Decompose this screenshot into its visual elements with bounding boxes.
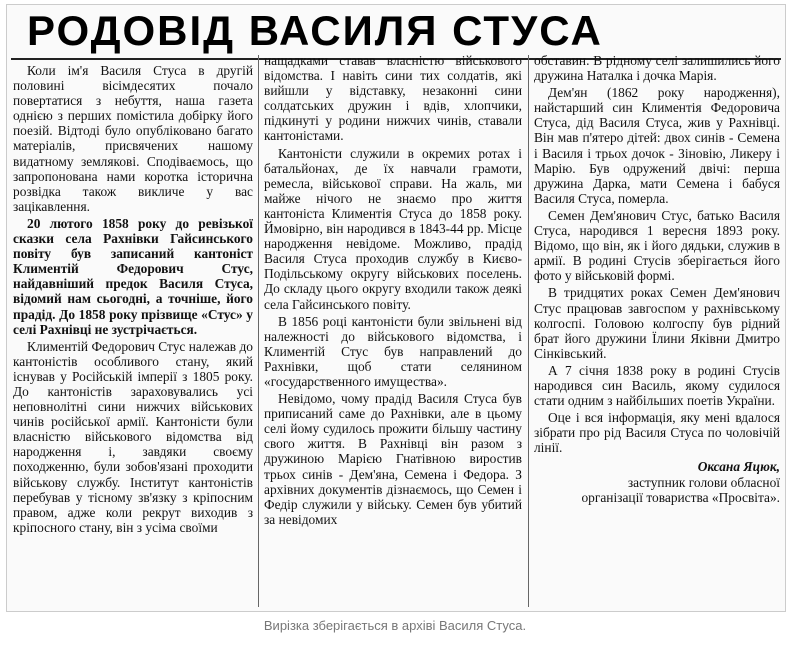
paragraph: нащадками ставав власністю військового відомства. І навіть сини тих солдатів, які вийшли у відставку, незаконні сини солдатських дружин і вдів, хлопчики, підкинуті у родини нижчих чинів, ставали кантоністами.: [264, 53, 522, 144]
column-divider: [258, 55, 259, 607]
article-title: РОДОВІД ВАСИЛЯ СТУСА: [27, 7, 603, 54]
paragraph: Климентій Федорович Стус належав до кантоністів особливого стану, який існував у Російській імперії з 1805 року. До кантоністів зараховувались усі неповнолітні сини нижчих військових чинів російської армії. Кантоністи були власністю військового відомства від народження і, завдяки своєму походженню, були зобов'язані проходити військову службу. Інститут кантоністів перебував у тісному зв'язку з кріпосним правом, адже коли рекрут виходив з кріпосного стану, він з усіма своїми: [13, 338, 253, 535]
column-divider: [528, 55, 529, 607]
column-3: [534, 53, 780, 505]
paragraph: Дем'ян (1862 року народження), найстарший син Климентія Федоровича Стуса, дід Василя Стуса, жив у Рахнівці. Він мав п'ятеро дітей: двох синів - Семена і Василя і трьох дочок - Зіновію, Ликеру і Марію. Був одружений двічі: перша дружина Дарка, мати Семена і бабуся Василя Стуса, померла.: [534, 85, 780, 206]
paragraph-bold: 20 лютого 1858 року до ревізької сказки села Рахнівки Гайсинського повіту був записаний кантоніст Климентій Федорович Стус, найдавніший предок Василя Стуса, відомий нам сьогодні, а точніше, його прадід. До 1858 року прізвище «Стус» у селі Рахнівці не зустрічається.: [13, 215, 253, 337]
paragraph: Оце і вся інформація, яку мені вдалося зібрати про рід Василя Стуса по чоловічій лінії.: [534, 410, 780, 456]
image-caption: Вирізка зберігається в архіві Василя Стуса.: [263, 618, 527, 633]
paragraph: В тридцятих роках Семен Дем'янович Стус працював завгоспом у рахнівському колгоспі. Головою колгоспу був рідний брат його дружини Їлини Яківни Дмитро Сінківський.: [534, 285, 780, 361]
paragraph: Семен Дем'янович Стус, батько Василя Стуса, народився 1 вересня 1893 року. Відомо, що він, як і його дядьки, служив в армії. В родині Стусів зберігається його фото у військовій формі.: [534, 207, 780, 284]
column-2: [264, 53, 522, 529]
paragraph: Невідомо, чому прадід Василя Стуса був приписаний саме до Рахнівки, але в цьому селі йому судилось прожити більшу частину свого життя. В Рахнівці він разом з дружиною Марією Гнатівною виростив трьох синів - Дем'яна, Семена і Федора. З архівних документів дізнаємось, що Семен і Федір служили у війську. Семен був убитий за невідомих: [264, 391, 522, 527]
newspaper-clipping: [6, 4, 786, 612]
column-1: [13, 63, 253, 537]
paragraph: обставин. В рідному селі залишились його дружина Наталка і дочка Марія.: [534, 53, 780, 84]
paragraph: Коли ім'я Василя Стуса в другій половині вісімдесятих почало повертатися з небуття, наша газета однією з перших помістила добірку його поезій. Відтоді було опубліковано багато матеріалів, присвячених нашому видатному землякові. Сподіваємось, що запропонована нами коротка історична розвідка також викличе у вас зацікавлення.: [13, 63, 253, 214]
author-signature: [534, 459, 780, 504]
author-organization: організації товариства «Просвіта».: [581, 489, 780, 505]
author-role: заступник голови обласної: [627, 474, 780, 490]
paragraph: В 1856 році кантоністи були звільнені від належності до військового відомства, і Климентій Стус був направлений до Рахнівки, щоб стати селянином «государственного имущества».: [264, 313, 522, 389]
paragraph: Кантоністи служили в окремих ротах і батальйонах, де їх навчали грамоти, ремесла, військової справи. На жаль, ми майже нічого не знаємо про життя кантоніста Климентія Стуса до 1858 року. Ймовірно, він народився в 1843-44 рр. Місце народження невідоме. Можливо, прадід Василя Стуса проходив службу в Києво-Подільському округу військових поселень. До складу цього округу входили також деякі села Гайсинського повіту.: [264, 145, 522, 312]
author-name: Оксана Яцюк,: [697, 459, 780, 475]
paragraph: А 7 січня 1838 року в родині Стусів народився син Василь, якому судилося стати одним з найбільших поетів України.: [534, 362, 780, 409]
